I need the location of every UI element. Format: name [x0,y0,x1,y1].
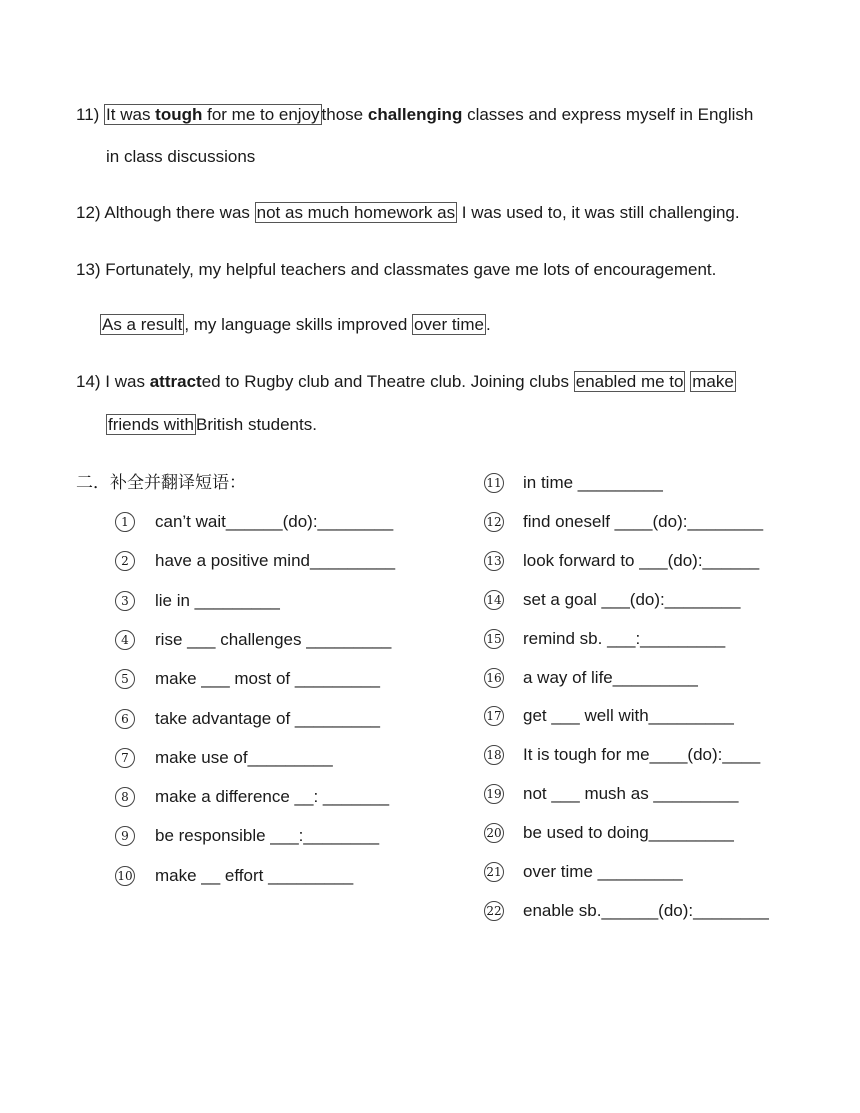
phrase-text: It is tough for me____(do):____ [523,745,761,765]
bold-word: challenging [367,105,463,124]
sentence-text: those [321,105,364,124]
circled-number: 6 [115,709,135,729]
sentence-14 [76,371,736,393]
phrase-text: make use of_________ [155,747,333,767]
phrase-text: can’t wait______(do):________ [155,512,394,531]
circled-number: 19 [484,784,504,804]
phrase-text: make __ effort _________ [155,865,354,885]
sentence-text: , my language skills improved [184,315,408,334]
sentence-text: . [485,315,491,334]
sentence-text: classes and express myself in English [467,105,754,124]
phrase-text: enable sb.______(do):________ [523,900,769,920]
section-heading: 二．补全并翻译短语： [76,473,246,493]
sentence-11 [76,104,753,126]
circled-number: 5 [115,669,135,689]
circled-number: 18 [484,745,504,765]
circled-number: 22 [484,901,504,921]
sentence-text: I was used to, it was still challenging. [461,203,740,222]
phrase-text: have a positive mind_________ [155,551,396,571]
circled-number: 1 [115,512,135,532]
phrase-text: in time _________ [523,473,663,492]
circled-number: 9 [115,826,135,846]
phrase-text: take advantage of _________ [155,708,380,728]
sentence-13-continued [100,314,491,336]
sentence-12 [76,202,740,224]
bold-word: attract [149,372,202,391]
phrase-text: lie in _________ [155,590,280,610]
circled-number: 8 [115,787,135,807]
boxed-phrase: make [692,372,734,391]
phrase-text: be used to doing_________ [523,823,734,843]
phrase-text: set a goal ___(do):________ [523,589,741,609]
sentence-text: 12) Although there was [76,203,250,222]
phrase-text: look forward to ___(do):______ [523,550,760,570]
circled-number: 16 [484,668,504,688]
phrase-text: remind sb. ___:_________ [523,628,726,648]
phrase-text: be responsible ___:________ [155,826,380,846]
sentence-number: 11) [76,105,100,124]
circled-number: 17 [484,706,504,726]
circled-number: 11 [484,473,504,493]
phrase-text: a way of life_________ [523,667,698,687]
circled-number: 12 [484,512,504,532]
circled-number: 3 [115,591,135,611]
circled-number: 7 [115,748,135,768]
phrase-text: not ___ mush as _________ [523,784,739,804]
boxed-phrase: not as much homework as [256,203,456,222]
sentence-11-continued: in class discussions [106,147,256,166]
boxed-phrase: It was tough for me to enjoy [106,105,320,124]
boxed-phrase: enabled me to [575,372,684,391]
circled-number: 10 [115,866,135,886]
phrase-text: rise ___ challenges _________ [155,629,392,649]
circled-number: 21 [484,862,504,882]
circled-number: 13 [484,551,504,571]
sentence-13: 13) Fortunately, my helpful teachers and classmates gave me lots of encouragement. [76,260,717,279]
sentence-text: British students. [195,415,317,434]
phrase-text: over time _________ [523,862,683,881]
circled-number: 15 [484,629,504,649]
boxed-phrase: friends with [108,415,194,434]
circled-number: 2 [115,551,135,571]
sentence-14-continued [106,414,317,436]
sentence-text: 14) I was [76,372,145,391]
circled-number: 14 [484,590,504,610]
phrase-text: get ___ well with_________ [523,706,734,726]
circled-number: 4 [115,630,135,650]
boxed-phrase: over time [414,315,484,334]
boxed-phrase: As a result [102,315,183,334]
phrase-text: make ___ most of _________ [155,669,380,689]
sentence-text: ed to Rugby club and Theatre club. Joining clubs [201,372,569,391]
phrase-text: find oneself ____(do):________ [523,511,764,531]
phrase-text: make a difference __: _______ [155,787,390,807]
circled-number: 20 [484,823,504,843]
